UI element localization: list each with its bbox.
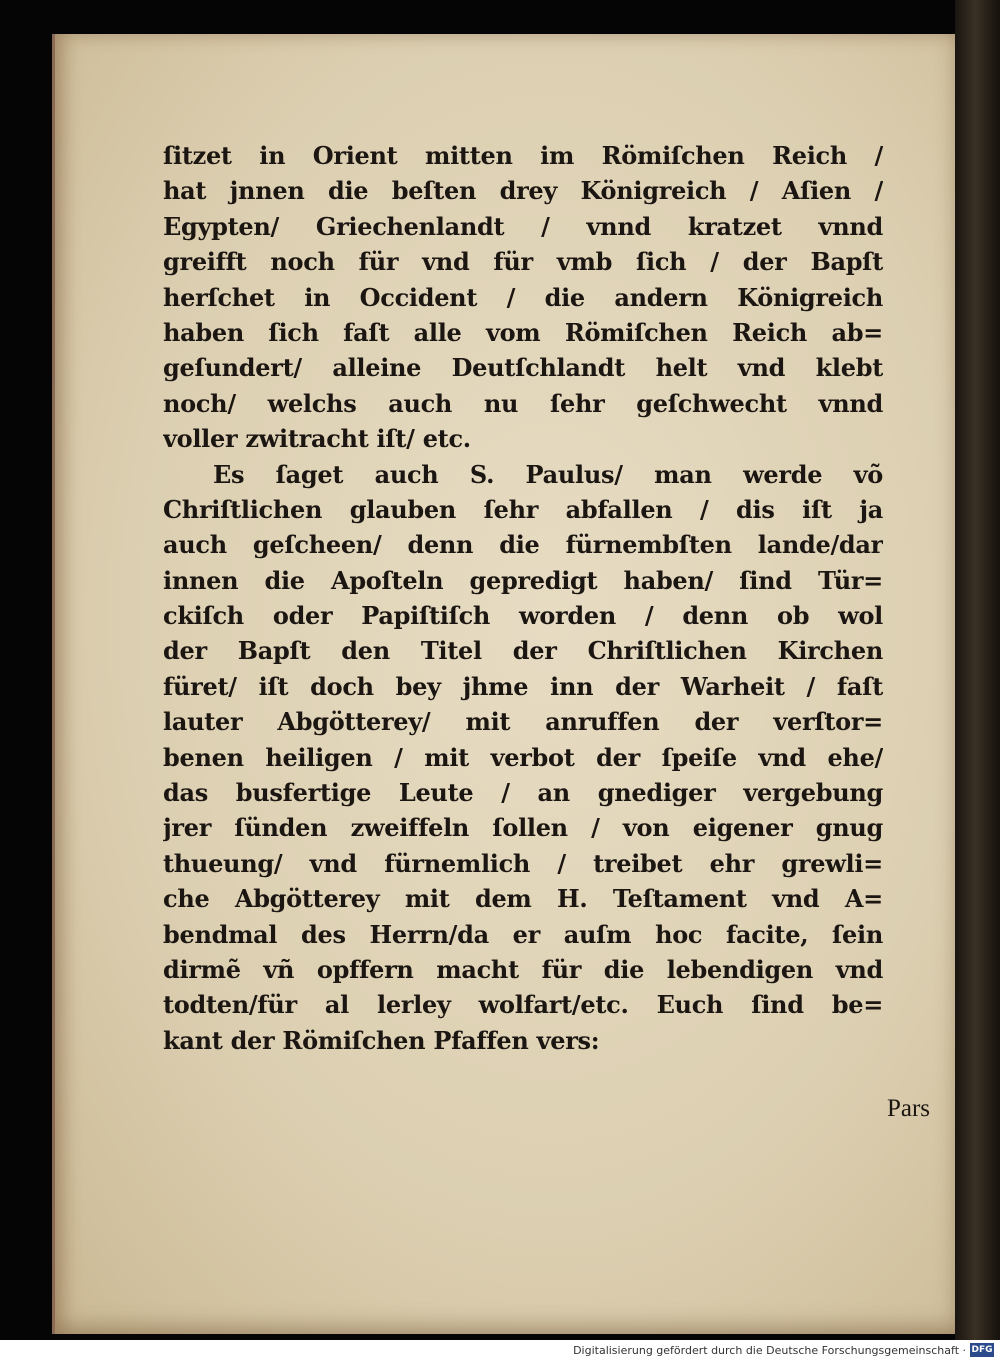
text-line: ckiſch oder Papiſtiſch worden / denn ob wol	[163, 601, 883, 631]
text-line: thueung/ vnd fürnemlich / treibet ehr grewli=	[163, 848, 883, 878]
text-line: benen heiligen / mit verbot der ſpeiſe vnd ehe/	[163, 742, 883, 772]
text-line: jrer ſünden zweiffeln ſollen / von eigener gnug	[163, 813, 883, 843]
text-line: haben ſich faſt alle vom Römiſchen Reich ab=	[163, 317, 883, 347]
text-line: das busfertige Leute / an gnediger vergebung	[163, 778, 883, 808]
text-line: kant der Römiſchen Pfaffen vers:	[163, 1025, 600, 1055]
dfg-logo-icon: DFG	[971, 1345, 993, 1355]
text-line: auch geſcheen/ denn die fürnembſten lande/dar	[163, 530, 883, 560]
text-line: Egypten/ Griechenlandt / vnnd kratzet vnnd	[163, 211, 883, 241]
footer-bar	[0, 1340, 1000, 1363]
page-text-block	[163, 138, 883, 1058]
text-line: füret/ iſt doch bey jhme inn der Warheit / faſt	[163, 671, 883, 701]
text-line: geſundert/ alleine Deutſchlandt helt vnd klebt	[163, 353, 883, 383]
catchword: Pars	[886, 1095, 930, 1122]
text-line: todten/für al lerley wolfart/etc. Euch ſind be=	[163, 990, 883, 1020]
text-line: hat jnnen die beſten drey Königreich / Aſien /	[163, 176, 883, 206]
book-edge	[955, 0, 1000, 1340]
text-line: che Abgötterey mit dem H. Teſtament vnd A=	[163, 884, 883, 914]
text-line: noch/ welchs auch nu ſehr geſchwecht vnnd	[163, 388, 883, 418]
text-line: herſchet in Occident / die andern Königreich	[163, 282, 883, 312]
text-line: der Bapſt den Titel der Chriſtlichen Kirchen	[163, 636, 883, 666]
text-line: bendmal des Herrn/da er auſm hoc facite, ſein	[163, 919, 883, 949]
text-line: dirmẽ vñ opffern macht für die lebendigen vnd	[163, 954, 883, 984]
text-line: greifft noch für vnd für vmb ſich / der Bapſt	[163, 247, 883, 277]
text-line: innen die Apoſteln gepredigt haben/ ſind Tür=	[163, 565, 883, 595]
text-line: ſitzet in Orient mitten im Römiſchen Reich /	[163, 141, 883, 170]
text-line: voller zwitracht iſt/ etc.	[163, 424, 471, 454]
text-line: lauter Abgötterey/ mit anruffen der verſtor=	[163, 707, 883, 737]
text-line: Chriſtlichen glauben ſehr abfallen / dis iſt ja	[163, 494, 883, 524]
text-line: Es ſaget auch S. Paulus/ man werde võ	[213, 459, 883, 489]
funding-notice: Digitalisierung gefördert durch die Deutsche Forschungsgemeinschaft ·	[573, 1344, 966, 1357]
